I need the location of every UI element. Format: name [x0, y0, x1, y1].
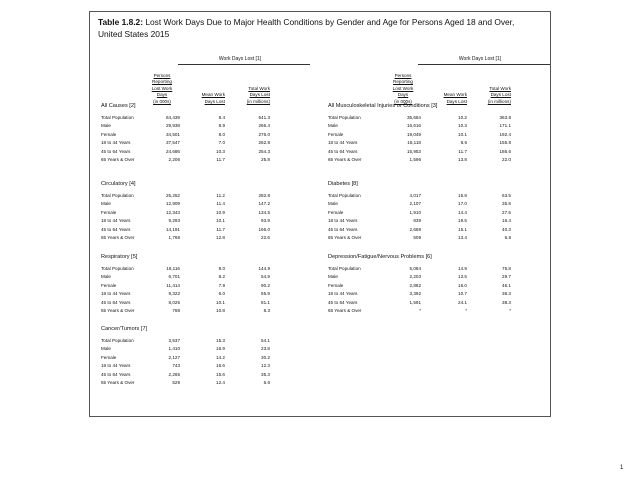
mean-days-value: 13.8 [458, 157, 467, 162]
persons-value: 3,392 [409, 291, 421, 297]
total-days-value: 8.3 [263, 308, 270, 313]
total-days-value: 23.8 [261, 346, 270, 352]
row-label: Male [328, 123, 338, 129]
total-days-value: 54.1 [261, 338, 270, 343]
total-days-value: 55.9 [261, 291, 270, 297]
total-days-value: 147.2 [258, 201, 270, 207]
row-label: Total Population [328, 115, 361, 120]
total-days-value: 541.3 [258, 115, 270, 120]
persons-value: 25,252 [165, 193, 180, 198]
table-row [328, 193, 548, 201]
mean-days-value: 13.5 [458, 274, 467, 280]
mean-days-value: 15.3 [216, 338, 225, 343]
total-days-value: 12.3 [261, 363, 270, 369]
row-label: Male [328, 201, 338, 207]
mean-days-value: 7.9 [218, 282, 225, 288]
table-row [101, 308, 321, 316]
total-days-value: 22.0 [502, 157, 511, 162]
col-header-line: Days Lost [446, 98, 467, 104]
total-days-value: 6.6 [263, 380, 270, 385]
total-days-value: 262.8 [258, 140, 270, 146]
persons-value: 2,882 [409, 282, 421, 288]
mean-days-value: 14.2 [216, 354, 225, 360]
section-title: Circulatory [4] [101, 181, 136, 187]
table-row [101, 157, 321, 165]
col-header-line: Persons [394, 73, 412, 78]
mean-days-value: 10.2 [458, 115, 467, 120]
table-row [101, 193, 321, 201]
row-label: 45 to 64 Years [328, 226, 358, 232]
row-label: Female [328, 282, 344, 288]
col-header-line: (in 000s) [153, 98, 171, 104]
row-label: Male [101, 346, 111, 352]
total-days-value: 134.5 [258, 209, 270, 215]
total-days-value: * [509, 308, 511, 313]
title-line2: United States 2015 [98, 29, 170, 39]
persons-value: 37,547 [165, 140, 180, 146]
table-row [328, 266, 548, 274]
persons-value: 6,701 [168, 274, 180, 280]
table-row [328, 201, 548, 209]
total-days-value: 186.6 [499, 148, 511, 154]
persons-value: 29,938 [165, 123, 180, 129]
persons-value: 529 [172, 380, 180, 385]
table-row [101, 132, 321, 140]
left-col-header-1 [144, 73, 180, 105]
mean-days-value: 6.0 [218, 291, 225, 297]
table-row [328, 235, 548, 243]
row-label: Total Population [101, 115, 134, 120]
table-row [101, 355, 321, 363]
row-label: Male [328, 274, 338, 280]
persons-value: 18,116 [166, 266, 180, 271]
table-row [328, 132, 548, 140]
total-days-value: 63.5 [502, 193, 511, 198]
persons-value: 64,439 [165, 115, 180, 120]
mean-days-value: 16.0 [458, 282, 467, 288]
total-days-value: 155.8 [499, 140, 511, 146]
persons-value: 34,501 [165, 131, 180, 137]
mean-days-value: 15.8 [458, 193, 467, 198]
total-days-value: 90.2 [261, 282, 270, 288]
total-days-value: 27.5 [502, 209, 511, 215]
left-col-header-2 [189, 92, 225, 105]
table-row [101, 201, 321, 209]
table-row [101, 227, 321, 235]
total-days-value: 16.4 [502, 218, 511, 224]
mean-days-value: 19.5 [458, 218, 467, 224]
persons-value: 9,322 [168, 291, 180, 297]
row-label: 45 to 64 Years [328, 299, 358, 305]
table-row [328, 274, 548, 282]
table-row [328, 123, 548, 131]
table-row [101, 372, 321, 380]
col-header-line: Reporting [152, 79, 172, 85]
total-days-value: 22.6 [261, 235, 270, 240]
row-label: Total Population [101, 338, 134, 343]
persons-value: 768 [172, 308, 180, 313]
mean-days-value: 10.9 [216, 209, 225, 215]
right-col-header-3 [475, 86, 511, 105]
mean-days-value: 11.2 [216, 193, 225, 198]
persons-value: 9,293 [168, 218, 180, 224]
col-header-line: Reporting [393, 79, 413, 85]
persons-value: 2,265 [168, 371, 180, 377]
col-header-line: Days Lost [490, 92, 511, 98]
persons-value: 14,191 [165, 226, 180, 232]
persons-value: 3,537 [168, 338, 180, 343]
mean-days-value: 10.7 [458, 291, 467, 297]
table-row [101, 363, 321, 371]
row-label: Male [101, 201, 111, 207]
row-label: 65 Years & Over [101, 235, 135, 240]
table-title [98, 16, 538, 40]
mean-days-value: 10.1 [458, 131, 467, 137]
persons-value: 11,414 [166, 282, 180, 288]
total-days-value: 192.4 [499, 131, 511, 137]
col-header-line: Mean Work [201, 92, 225, 98]
persons-value: 839 [413, 218, 421, 224]
total-days-value: 25.8 [261, 157, 270, 162]
right-group-rule [418, 64, 550, 65]
left-col-header-3 [234, 86, 270, 105]
title-text: Lost Work Days Due to Major Health Conditions by Gender and Age for Persons Aged 18 and Over, [143, 17, 515, 27]
total-days-value: 40.3 [502, 226, 511, 232]
table-row [101, 210, 321, 218]
section-title: Respiratory [5] [101, 254, 138, 260]
persons-value: 35,664 [406, 115, 421, 120]
total-days-value: 266.4 [258, 123, 270, 129]
persons-value: 16,616 [406, 123, 421, 129]
mean-days-value: 11.7 [216, 226, 225, 232]
mean-days-value: 24.1 [458, 299, 467, 305]
row-label: Male [101, 123, 111, 129]
row-label: 18 to 44 Years [101, 140, 131, 146]
table-row [328, 218, 548, 226]
persons-value: * [419, 308, 421, 313]
row-label: Total Population [328, 266, 361, 271]
persons-value: 2,107 [409, 201, 421, 207]
section-title: Cancer/Tumors [7] [101, 326, 148, 332]
table-row [101, 266, 321, 274]
persons-value: 8,025 [168, 299, 180, 305]
table-row [328, 227, 548, 235]
persons-value: 2,203 [409, 274, 421, 280]
persons-value: 24,686 [165, 148, 180, 154]
left-group-rule [178, 64, 310, 65]
table-row [328, 300, 548, 308]
table-row [101, 291, 321, 299]
table-row [101, 115, 321, 123]
table-row [101, 123, 321, 131]
persons-value: 743 [172, 363, 180, 369]
row-label: Female [101, 131, 117, 137]
row-label: 45 to 64 Years [101, 148, 131, 154]
mean-days-value: 10.8 [216, 308, 225, 313]
mean-days-value: 16.9 [216, 346, 225, 352]
total-days-value: 36.3 [502, 291, 511, 297]
total-days-value: 81.1 [261, 299, 270, 305]
col-header-line: (in 000s) [394, 98, 412, 104]
total-days-value: 46.1 [502, 282, 511, 288]
row-label: 18 to 44 Years [101, 218, 131, 224]
total-days-value: 75.8 [502, 266, 511, 271]
table-row [328, 291, 548, 299]
section-title: Diabetes [8] [328, 181, 358, 187]
table-row [101, 338, 321, 346]
total-days-value: 254.3 [258, 148, 270, 154]
col-header-line: Total Work [489, 85, 511, 91]
col-header-line: Days [156, 92, 168, 98]
table-row [328, 115, 548, 123]
mean-days-value: 8.9 [218, 123, 225, 129]
persons-value: 12,343 [165, 209, 180, 215]
table-row [101, 283, 321, 291]
mean-days-value: 10.1 [216, 218, 225, 224]
table-row [328, 308, 548, 316]
row-label: Total Population [328, 193, 361, 198]
persons-value: 1,768 [168, 235, 180, 240]
persons-value: 18,118 [407, 140, 421, 146]
persons-value: 1,596 [409, 157, 421, 162]
persons-value: 509 [413, 235, 421, 240]
col-header-line: Lost Work [151, 85, 173, 91]
table-row [101, 218, 321, 226]
total-days-value: 363.8 [499, 115, 511, 120]
mean-days-value: 8.6 [460, 140, 467, 146]
persons-value: 12,909 [165, 201, 180, 207]
mean-days-value: 7.0 [218, 140, 225, 146]
row-label: Female [101, 354, 117, 360]
row-label: Female [328, 209, 344, 215]
table-row [101, 300, 321, 308]
table-row [101, 346, 321, 354]
table-row [101, 140, 321, 148]
row-label: 65 Years & Over [328, 157, 362, 162]
total-days-value: 276.0 [258, 131, 270, 137]
row-label: 65 Years & Over [101, 380, 135, 385]
row-label: 65 Years & Over [101, 308, 135, 313]
table-row [101, 149, 321, 157]
mean-days-value: 13.4 [458, 235, 467, 240]
row-label: 18 to 44 Years [328, 291, 358, 297]
row-label: Female [101, 209, 117, 215]
total-days-value: 35.3 [261, 371, 270, 377]
mean-days-value: 15.6 [216, 371, 225, 377]
persons-value: 4,017 [409, 193, 421, 198]
persons-value: 1,410 [168, 346, 180, 352]
row-label: 45 to 64 Years [101, 299, 131, 305]
row-label: 18 to 44 Years [328, 218, 358, 224]
mean-days-value: * [465, 308, 467, 313]
section-title: Depression/Fatigue/Nervous Problems [6] [328, 254, 432, 260]
table-row [101, 235, 321, 243]
row-label: 65 Years & Over [328, 235, 362, 240]
mean-days-value: 12.8 [216, 235, 225, 240]
row-label: Male [101, 274, 111, 280]
row-label: 65 Years & Over [328, 308, 362, 313]
row-label: 45 to 64 Years [328, 148, 358, 154]
table-row [328, 210, 548, 218]
right-col-header-1 [385, 73, 421, 105]
section-title: All Causes [2] [101, 103, 136, 109]
total-days-value: 171.1 [499, 123, 511, 129]
right-group-header: Work Days Lost [1] [458, 56, 502, 62]
mean-days-value: 11.7 [216, 157, 225, 162]
mean-days-value: 14.4 [458, 209, 467, 215]
mean-days-value: 11.7 [458, 148, 467, 154]
table-row [328, 140, 548, 148]
persons-value: 19,049 [406, 131, 421, 137]
col-header-line: (in millions) [487, 98, 511, 104]
total-days-value: 29.7 [502, 274, 511, 280]
mean-days-value: 17.0 [458, 201, 467, 207]
title-label: Table 1.8.2: [98, 17, 143, 27]
table-row [101, 274, 321, 282]
mean-days-value: 8.0 [218, 131, 225, 137]
total-days-value: 38.3 [502, 299, 511, 305]
row-label: Total Population [101, 266, 134, 271]
persons-value: 5,084 [409, 266, 421, 271]
total-days-value: 54.9 [261, 274, 270, 280]
row-label: 18 to 44 Years [101, 363, 131, 369]
total-days-value: 6.8 [504, 235, 511, 240]
total-days-value: 166.0 [258, 226, 270, 232]
col-header-line: Total Work [248, 85, 270, 91]
row-label: 65 Years & Over [101, 157, 135, 162]
mean-days-value: 10.1 [216, 299, 225, 305]
col-header-line: Mean Work [443, 92, 467, 98]
mean-days-value: 10.3 [216, 148, 225, 154]
persons-value: 15,953 [406, 148, 421, 154]
persons-value: 2,206 [168, 157, 180, 162]
mean-days-value: 10.3 [458, 123, 467, 129]
row-label: Total Population [101, 193, 134, 198]
col-header-line: Days [397, 92, 409, 98]
persons-value: 2,127 [168, 354, 180, 360]
row-label: 45 to 64 Years [101, 226, 131, 232]
table-row [101, 380, 321, 388]
total-days-value: 93.9 [261, 218, 270, 224]
left-group-header: Work Days Lost [1] [218, 56, 262, 62]
mean-days-value: 12.4 [216, 380, 225, 385]
row-label: 45 to 64 Years [101, 371, 131, 377]
persons-value: 1,591 [409, 299, 421, 305]
mean-days-value: 8.0 [218, 266, 225, 271]
table-row [328, 157, 548, 165]
total-days-value: 35.8 [502, 201, 511, 207]
row-label: Female [328, 131, 344, 137]
mean-days-value: 11.4 [216, 201, 225, 207]
col-header-line: Days Lost [204, 98, 225, 104]
table-row [328, 149, 548, 157]
table-row [328, 283, 548, 291]
total-days-value: 282.8 [258, 193, 270, 198]
col-header-line: Days Lost [249, 92, 270, 98]
col-header-line: Persons [153, 73, 171, 78]
mean-days-value: 14.9 [458, 266, 467, 271]
mean-days-value: 8.2 [218, 274, 225, 280]
total-days-value: 144.9 [258, 266, 270, 271]
col-header-line: Lost Work [392, 85, 414, 91]
persons-value: 1,910 [409, 209, 421, 215]
row-label: 18 to 44 Years [101, 291, 131, 297]
mean-days-value: 15.1 [458, 226, 467, 232]
mean-days-value: 8.4 [218, 115, 225, 120]
mean-days-value: 16.6 [216, 363, 225, 369]
page-number: 1 [620, 465, 624, 471]
row-label: Female [101, 282, 117, 288]
row-label: 18 to 44 Years [328, 140, 358, 146]
total-days-value: 30.2 [261, 354, 270, 360]
col-header-line: (in millions) [246, 98, 270, 104]
persons-value: 2,669 [409, 226, 421, 232]
section-title: All Musculoskeletal Injuries or Conditions [3] [328, 103, 438, 109]
